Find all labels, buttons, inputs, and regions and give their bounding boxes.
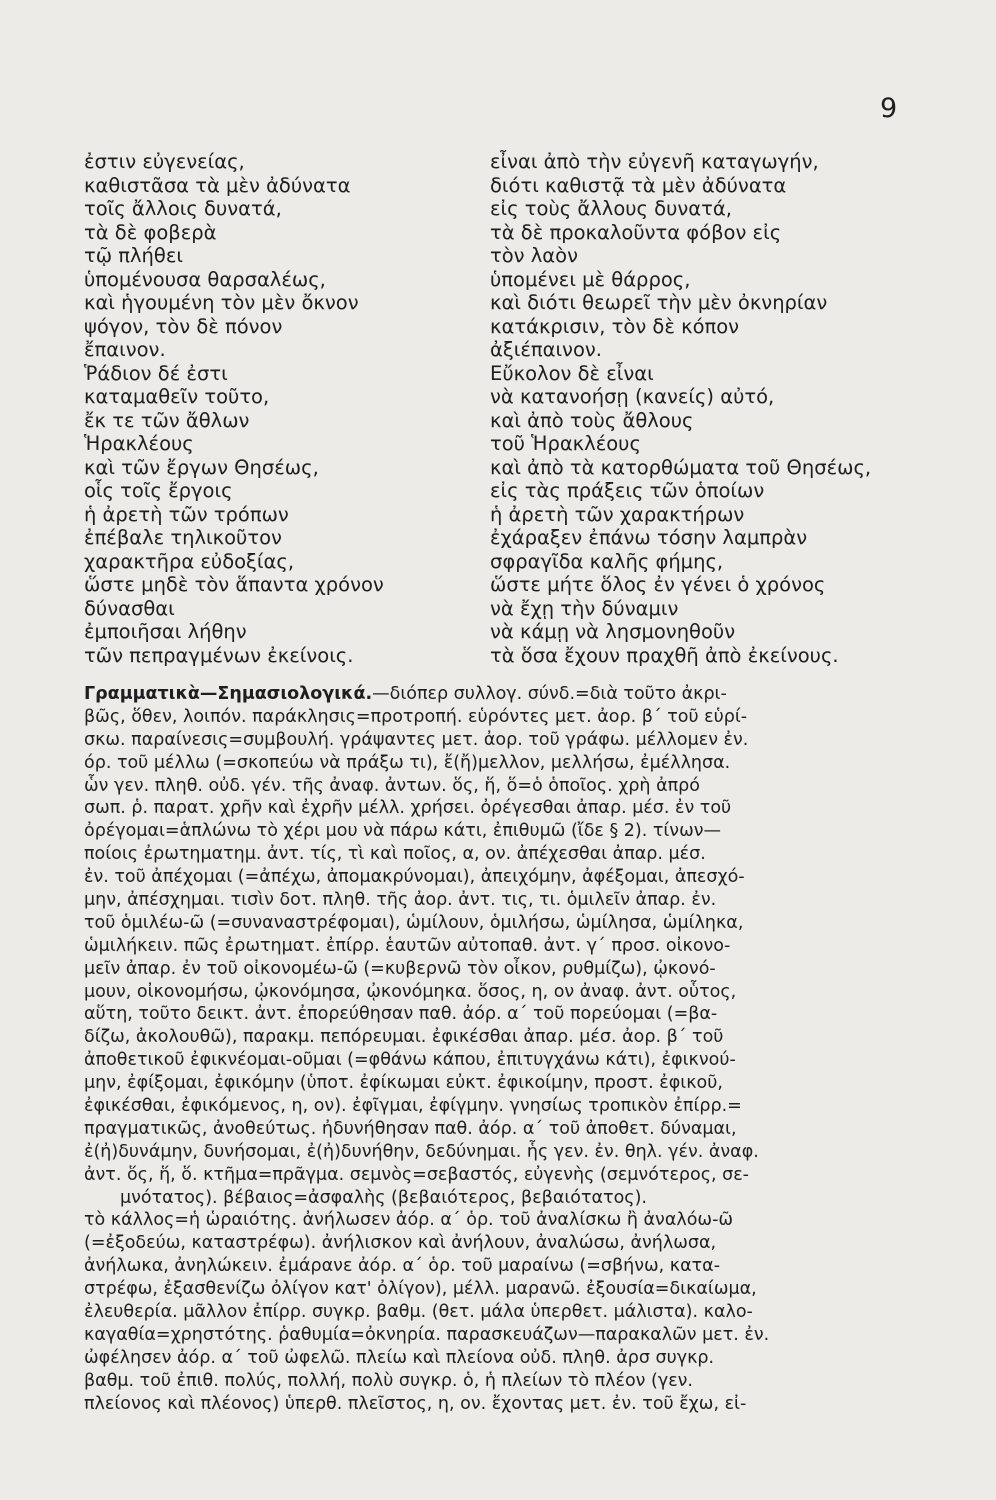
notes-first-line [84, 683, 934, 706]
translation-line: ἡ ἀρετὴ τῶν χαρακτήρων [490, 502, 745, 526]
greek-text-line: καὶ τῶν ἔργων Θησέως, [84, 455, 319, 479]
note-line: μεῖν ἀπαρ. ἐν τοῦ οἰκονομέω-ῶ (=κυβερνῶ τὸν οἶκον, ρυθμίζω), ᾠκονό- [84, 958, 716, 979]
note-line: βαθμ. τοῦ ἐπιθ. πολύς, πολλή, πολὺ συγκρ. ὁ, ἡ πλείων τὸ πλέον (γεν. [84, 1370, 693, 1391]
note-line: αὕτη, τοῦτο δεικτ. ἀντ. ἐπορεύθησαν παθ. ἀόρ. α΄ τοῦ πορεύομαι (=βα- [84, 1004, 718, 1025]
translation-line: εἰς τοὺς ἄλλους δυνατά, [490, 197, 732, 220]
note-line: ὠφέλησεν ἀόρ. α΄ τοῦ ὠφελῶ. πλείω καὶ πλείονα οὐδ. πληθ. ἀρσ συγκρ. [84, 1347, 715, 1368]
translation-line: ἀξιέπαινον. [490, 338, 602, 361]
notes-heading: Γραμματικὰ—Σημασιολογικά. [84, 684, 373, 704]
note-line: όρ. τοῦ μέλλω (=σκοπεύω νὰ πράξω τι), ἔ(ἤ)μελλον, μελλήσω, ἐμέλλησα. [84, 752, 731, 773]
translation-line: διότι καθιστᾷ τὰ μὲν ἀδύνατα [490, 173, 787, 197]
greek-text-line: ἔκ τε τῶν ἄθλων [84, 408, 250, 432]
note-line: μην, ἀπέσχημαι. τισὶν δοτ. πληθ. τῆς ἀορ. ἀντ. τις, τι. ὁμιλεῖν ἀπαρ. ἐν. [84, 890, 717, 911]
page-number: 9 [880, 93, 898, 124]
note-line: ἐλευθερία. μᾶλλον ἐπίρρ. συγκρ. βαθμ. (θετ. μάλα ὑπερθετ. μάλιστα). καλο- [84, 1302, 753, 1323]
greek-text-line: ἐστιν εὐγενείας, [84, 150, 245, 173]
greek-text-line: Ῥάδιον δέ ἐστι [84, 361, 228, 385]
greek-text-line: δύνασθαι [84, 596, 175, 620]
note-line: πλείονος καὶ πλέονος) ὑπερθ. πλεῖστος, η, ον. ἔχοντας μετ. ἐν. τοῦ ἔχω, εἰ- [84, 1393, 747, 1414]
note-line: τὸ κάλλος=ἡ ὡραιότης. ἀνήλωσεν ἀόρ. α΄ ὁρ. τοῦ ἀναλίσκω ἢ ἀναλόω-ῶ [84, 1210, 734, 1231]
greek-text-line: ἔπαινον. [84, 338, 166, 361]
greek-text-line: οἷς τοῖς ἔργοις [84, 479, 233, 502]
note-line: στρέφω, ἐξασθενίζω ὀλίγον κατ' ὀλίγον), μέλλ. μαρανῶ. ἐξουσία=δικαίωμα, [84, 1279, 757, 1300]
translation-line: καὶ ἀπὸ τὰ κατορθώματα τοῦ Θησέως, [490, 455, 872, 479]
note-line: ἀντ. ὅς, ἥ, ὅ. κτῆμα=πρᾶγμα. σεμνὸς=σεβαστός, εὐγενὴς (σεμνότερος, σε- [84, 1164, 749, 1185]
note-line: ἀνήλωκα, ἀνηλώκειν. ἐμάρανε ἀόρ. α΄ ὁρ. τοῦ μαραίνω (=σβήνω, κατα- [84, 1256, 721, 1277]
note-line: τοῦ ὁμιλέω-ῶ (=συναναστρέφομαι), ὡμίλουν, ὁμιλήσω, ὡμίλησα, ὡμίληκα, [84, 912, 744, 933]
translation-line: τοῦ Ἡρακλέους [490, 432, 641, 455]
translation-line: ἐχάραξεν ἐπάνω τόσην λαμπρὰν [490, 526, 808, 549]
note-line: μην, ἐφίξομαι, ἐφικόμην (ὑποτ. ἐφίκωμαι εὐκτ. ἐφικοίμην, προστ. ἐφικοῦ, [84, 1073, 723, 1094]
translation-line: σφραγῖδα καλῆς φήμης, [490, 549, 724, 573]
greek-text-line: ἐμποιῆσαι λήθην [84, 620, 247, 643]
greek-text-line: τὰ δὲ φοβερὰ [84, 220, 217, 244]
note-line: (=ἐξοδεύω, καταστρέφω). ἀνήλισκον καὶ ἀνήλουν, ἀναλώσω, ἀνήλωσα, [84, 1233, 717, 1254]
greek-text-line: χαρακτῆρα εὐδοξίας, [84, 549, 295, 573]
greek-text-line: ψόγον, τὸν δὲ πόνον [84, 314, 283, 338]
note-line: ὡμιλήκειν. πῶς ἐρωτηματ. ἐπίρρ. ἑαυτῶν αὐτοπαθ. ἀντ. γ΄ προσ. οἰκονο- [84, 935, 731, 956]
translation-line: νὰ κατανοήσῃ (κανείς) αὐτό, [490, 385, 775, 408]
note-line: σωπ. ῥ. παρατ. χρῆν καὶ ἐχρῆν μέλλ. χρήσει. ὀρέγεσθαι ἀπαρ. μέσ. ἐν τοῦ [84, 798, 732, 819]
note-line: ἐ(ἠ)δυνάμην, δυνήσομαι, ἐ(ἠ)δυνήθην, δεδύνημαι. ἧς γεν. ἐν. θηλ. γέν. ἀναφ. [84, 1141, 759, 1162]
greek-text-line: Ἡρακλέους [84, 432, 194, 455]
greek-text-column [84, 150, 484, 667]
greek-text-line: ἡ ἀρετὴ τῶν τρόπων [84, 502, 289, 526]
translation-line: Εὔκολον δὲ εἶναι [490, 361, 654, 385]
translation-line: ὥστε μήτε ὅλος ἐν γένει ὁ χρόνος [490, 573, 826, 596]
greek-text-line: τοῖς ἄλλοις δυνατά, [84, 197, 282, 220]
greek-text-line: ὑπομένουσα θαρσαλέως, [84, 267, 326, 291]
note-line: βῶς, ὅθεν, λοιπόν. παράκλησις=προτροπή. εὑρόντες μετ. ἀορ. β΄ τοῦ εὑρί- [84, 706, 748, 727]
note-line: σκω. παραίνεσις=συμβουλή. γράψαντες μετ. ἀορ. τοῦ γράφω. μέλλομεν ἐν. [84, 729, 749, 750]
greek-text-line: τῶν πεπραγμένων ἐκείνοις. [84, 643, 354, 667]
translation-line: ὑπομένει μὲ θάρρος, [490, 267, 691, 291]
note-line: ὧν γεν. πληθ. οὐδ. γέν. τῆς ἀναφ. ἀντων. ὅς, ἥ, ὅ=ὁ ὁποῖος. χρὴ ἀπρό [84, 775, 700, 796]
note-line: ἐφικέσθαι, ἐφικόμενος, η, ον). ἐφῖγμαι, ἐφίγμην. γνησίως τροπικὸν ἐπίρρ.= [84, 1096, 742, 1117]
notes-first-line-rest: —διόπερ συλλογ. σύνδ.=διὰ τοῦτο ἀκρι- [372, 684, 727, 704]
greek-text-line: ὥστε μηδὲ τὸν ἅπαντα χρόνον [84, 573, 384, 596]
note-line: ὀρέγομαι=ἁπλώνω τὸ χέρι μου νὰ πάρω κάτι, ἐπιθυμῶ (ἴδε § 2). τίνων— [84, 821, 722, 842]
note-line: ἀποθετικοῦ ἐφικνέομαι-οῦμαι (=φθάνω κάπου, ἐπιτυγχάνω κάτι), ἐφικνού- [84, 1050, 736, 1071]
translation-line: νὰ ἔχῃ τὴν δύναμιν [490, 596, 679, 620]
grammar-notes [84, 683, 934, 1416]
translation-column [490, 150, 930, 667]
note-line: ποίοις ἐρωτηματημ. ἀντ. τίς, τὶ καὶ ποῖος, α, ον. ἀπέχεσθαι ἀπαρ. μέσ. [84, 844, 706, 865]
translation-line: καὶ διότι θεωρεῖ τὴν μὲν ὀκνηρίαν [490, 291, 828, 314]
translation-line: καὶ ἀπὸ τοὺς ἄθλους [490, 408, 694, 432]
translation-line: τὸν λαὸν [490, 244, 578, 267]
note-line: ἐν. τοῦ ἀπέχομαι (=ἀπέχω, ἀπομακρύνομαι), ἀπειχόμην, ἀφέξομαι, ἀπεσχό- [84, 867, 745, 888]
note-line: μουν, οἰκονομήσω, ᾠκονόμησα, ᾠκονόμηκα. ὅσος, η, ον ἀναφ. ἀντ. οὗτος, [84, 981, 737, 1002]
greek-text-line: καθιστᾶσα τὰ μὲν ἀδύνατα [84, 173, 351, 197]
translation-line: εἰς τὰς πράξεις τῶν ὁποίων [490, 479, 765, 502]
note-line: καγαθία=χρηστότης. ῥαθυμία=ὀκνηρία. παρασκευάζων—παρακαλῶν μετ. ἐν. [84, 1324, 770, 1345]
translation-line: εἶναι ἀπὸ τὴν εὐγενῆ καταγωγήν, [490, 150, 819, 173]
note-line: πραγματικῶς, ἀνοθεύτως. ἠδυνήθησαν παθ. ἀόρ. α΄ τοῦ ἀποθετ. δύναμαι, [84, 1118, 737, 1139]
greek-text-line: καὶ ἡγουμένη τὸν μὲν ὄκνον [84, 291, 359, 314]
greek-text-line: τῷ πλήθει [84, 244, 183, 267]
translation-line: κατάκρισιν, τὸν δὲ κόπον [490, 314, 740, 338]
greek-text-line: ἐπέβαλε τηλικοῦτον [84, 526, 282, 549]
greek-text-line: καταμαθεῖν τοῦτο, [84, 385, 270, 408]
translation-line: νὰ κάμῃ νὰ λησμονηθοῦν [490, 620, 736, 643]
translation-line: τὰ ὅσα ἔχουν πραχθῆ ἀπὸ ἐκείνους. [490, 643, 839, 667]
translation-line: τὰ δὲ προκαλοῦντα φόβον εἰς [490, 220, 782, 244]
note-line: μνότατος). βέβαιος=ἀσφαλὴς (βεβαιότερος, βεβαιότατος). [120, 1187, 647, 1208]
note-line: δίζω, ἀκολουθῶ), παρακμ. πεπόρευμαι. ἐφικέσθαι ἀπαρ. μέσ. ἀορ. β΄ τοῦ [84, 1027, 724, 1048]
